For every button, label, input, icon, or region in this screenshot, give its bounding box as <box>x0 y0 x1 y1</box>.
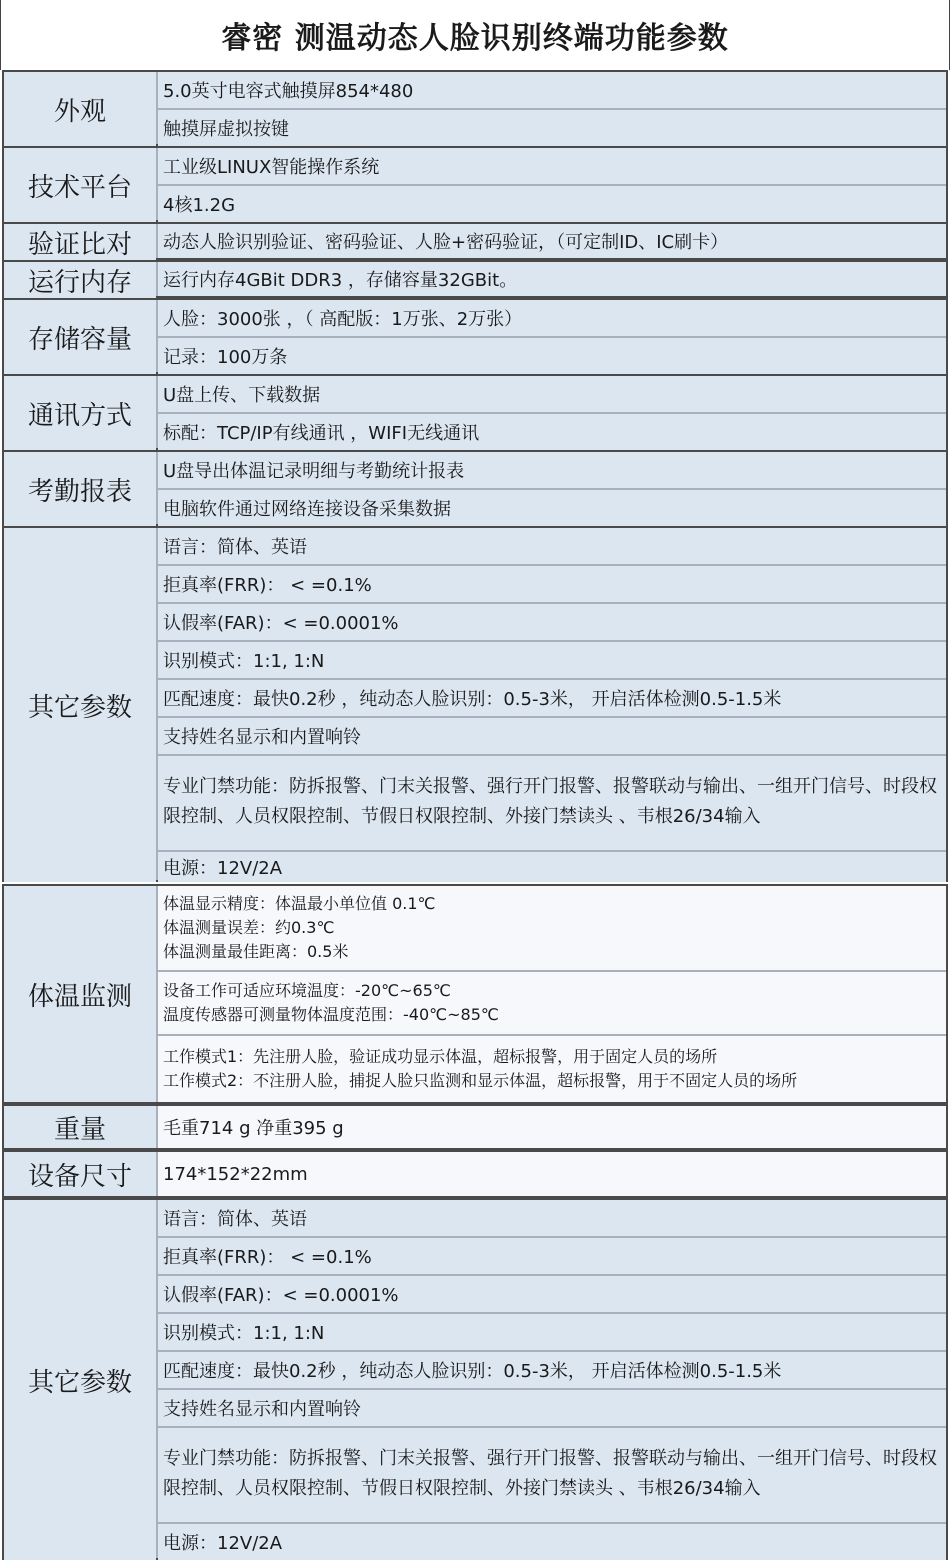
section-communication <box>2 374 948 450</box>
section-storage <box>2 298 948 374</box>
spec-row: 记录：100万条 <box>158 338 946 374</box>
section-verification <box>2 222 948 260</box>
section-memory <box>2 260 948 298</box>
spec-row: 毛重714 g 净重395 g <box>158 1106 946 1148</box>
section-rows <box>158 262 946 299</box>
section-label: 设备尺寸 <box>4 1152 156 1196</box>
spec-row: 拒真率(FRR)： < =0.1% <box>158 566 946 602</box>
spec-row: 动态人脸识别验证、密码验证、人脸+密码验证，（可定制ID、IC刷卡） <box>158 224 946 258</box>
spec-row: 触摸屏虚拟按键 <box>158 110 946 146</box>
section-label: 重量 <box>4 1106 156 1148</box>
spec-row: 174*152*22mm <box>158 1152 946 1196</box>
section-rows <box>158 886 946 1102</box>
section-label: 考勤报表 <box>4 452 156 526</box>
section-label: 通讯方式 <box>4 376 156 450</box>
spec-row: 4核1.2G <box>158 186 946 222</box>
section-attendance-report <box>2 450 948 526</box>
spec-line: 工作模式1：先注册人脸，验证成功显示体温，超标报警，用于固定人员的场所 <box>163 1047 718 1066</box>
spec-row <box>158 1036 946 1102</box>
spec-row: 专业门禁功能：防拆报警、门末关报警、强行开门报警、报警联动与输出、一组开门信号、时段权限控制、人员权限控制、节假日权限控制、外接门禁读头 、韦根26/34输入 <box>158 1428 946 1522</box>
spec-row: 识别模式：1:1, 1:N <box>158 642 946 678</box>
section-weight <box>2 1104 948 1150</box>
spec-row: 标配：TCP/IP有线通讯 ，WIFI无线通讯 <box>158 414 946 450</box>
section-appearance <box>2 70 948 146</box>
spec-row: 电脑软件通过网络连接设备采集数据 <box>158 490 946 526</box>
section-label: 外观 <box>4 72 156 146</box>
spec-line: 温度传感器可测量物体温度范围：-40℃~85℃ <box>163 1005 499 1024</box>
section-temperature-monitoring <box>2 884 948 1104</box>
section-platform <box>2 146 948 222</box>
spec-row: 专业门禁功能：防拆报警、门末关报警、强行开门报警、报警联动与输出、一组开门信号、时段权限控制、人员权限控制、节假日权限控制、外接门禁读头 、韦根26/34输入 <box>158 756 946 850</box>
section-label: 存储容量 <box>4 300 156 374</box>
spec-line: 体温测量最佳距离：0.5米 <box>163 942 349 961</box>
section-other-params-repeat <box>2 1198 948 1560</box>
spec-row: 语言：简体、英语 <box>158 1200 946 1236</box>
section-label: 体温监测 <box>4 886 156 1102</box>
spec-row: 认假率(FAR)：< =0.0001% <box>158 1276 946 1312</box>
spec-row: 拒真率(FRR)： < =0.1% <box>158 1238 946 1274</box>
spec-line: 工作模式2：不注册人脸，捕捉人脸只监测和显示体温，超标报警，用于不固定人员的场所 <box>163 1071 798 1090</box>
spec-row: 5.0英寸电容式触摸屏854*480 <box>158 72 946 108</box>
spec-line: 设备工作可适应环境温度：-20℃~65℃ <box>163 981 451 1000</box>
section-label: 技术平台 <box>4 148 156 222</box>
spec-row: 识别模式：1:1, 1:N <box>158 1314 946 1350</box>
section-rows <box>158 300 946 374</box>
spec-row: 电源：12V/2A <box>158 852 946 882</box>
spec-row: U盘导出体温记录明细与考勤统计报表 <box>158 452 946 488</box>
section-label: 运行内存 <box>4 262 156 299</box>
spec-row: 匹配速度：最快0.2秒 ，纯动态人脸识别：0.5-3米， 开启活体检测0.5-1.5米 <box>158 1352 946 1388</box>
spec-row: 电源：12V/2A <box>158 1524 946 1560</box>
section-rows <box>158 1106 946 1148</box>
section-dimensions <box>2 1150 948 1198</box>
spec-line: 体温显示精度：体温最小单位值 0.1℃ <box>163 894 436 913</box>
section-rows <box>158 1152 946 1196</box>
spec-row: 人脸：3000张 ，（ 高配版：1万张、2万张） <box>158 300 946 336</box>
spec-row: 语言：简体、英语 <box>158 528 946 564</box>
section-rows <box>158 224 946 261</box>
spec-row: 工业级LINUX智能操作系统 <box>158 148 946 184</box>
section-other-params <box>2 526 948 882</box>
section-label: 其它参数 <box>4 1200 156 1560</box>
spec-row: 运行内存4GBit DDR3 ，存储容量32GBit。 <box>158 262 946 296</box>
page-title: 睿密 测温动态人脸识别终端功能参数 <box>0 0 950 70</box>
section-rows <box>158 376 946 450</box>
spec-row: 支持姓名显示和内置响铃 <box>158 718 946 754</box>
spec-row <box>158 972 946 1034</box>
spec-line: 体温测量误差：约0.3℃ <box>163 918 335 937</box>
spec-row: 匹配速度：最快0.2秒 ，纯动态人脸识别：0.5-3米， 开启活体检测0.5-1.5米 <box>158 680 946 716</box>
spec-row <box>158 886 946 970</box>
spec-row: 认假率(FAR)：< =0.0001% <box>158 604 946 640</box>
section-rows <box>158 72 946 146</box>
section-label: 其它参数 <box>4 528 156 882</box>
spec-row: 支持姓名显示和内置响铃 <box>158 1390 946 1426</box>
section-rows <box>158 1200 946 1560</box>
section-label: 验证比对 <box>4 224 156 261</box>
section-rows <box>158 148 946 222</box>
section-rows <box>158 528 946 882</box>
spec-row: U盘上传、下载数据 <box>158 376 946 412</box>
section-rows <box>158 452 946 526</box>
